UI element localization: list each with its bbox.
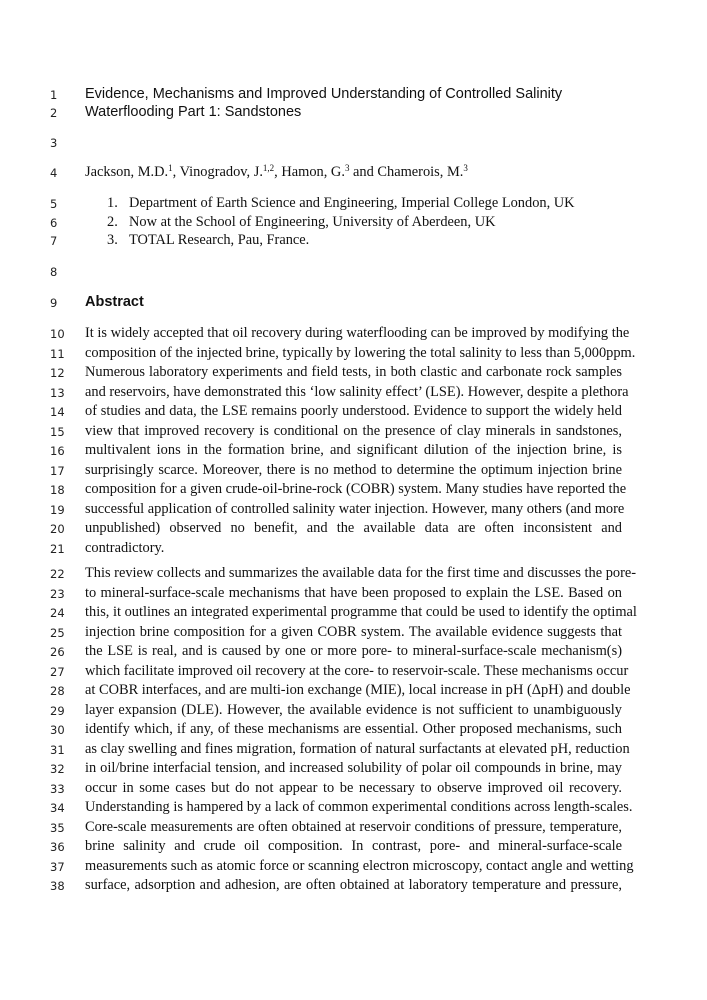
line-14 (0, 403, 707, 423)
line-13 (0, 384, 707, 404)
line-number: 23 (50, 586, 65, 601)
line-number: 36 (50, 840, 65, 854)
line-27 (0, 663, 707, 683)
line-number: 21 (50, 541, 65, 556)
author-affiliation-sup: 3 (463, 163, 468, 173)
line-31 (0, 741, 707, 761)
line-1 (0, 86, 707, 106)
author-name: Jackson, M.D. (85, 164, 169, 180)
line-number: 18 (50, 483, 65, 497)
line-19 (0, 501, 707, 521)
text-line: as clay swelling and fines migration, formation of natural surfactants at elevated pH, reduction (85, 740, 630, 757)
line-number: 9 (50, 296, 58, 310)
text-line: the LSE is real, and is caused by one or more pore- to mineral-surface-scale mechanism(s) (85, 643, 622, 659)
line-number: 24 (50, 606, 65, 620)
line-29 (0, 702, 707, 722)
text-line: composition for a given crude-oil-brine-rock (COBR) system. Many studies have reported the (85, 481, 627, 497)
author-separator: , (172, 164, 180, 180)
line-37 (0, 858, 707, 878)
line-5 (0, 195, 707, 215)
line-36 (0, 838, 707, 858)
text-line: surprisingly scarce. Moreover, there is no method to determine the optimum injection brine (85, 461, 622, 478)
line-17 (0, 462, 707, 482)
author-name: Vinogradov, J. (179, 164, 263, 180)
line-number: 15 (50, 424, 65, 439)
line-number: 26 (50, 645, 65, 659)
line-number: 28 (50, 684, 65, 698)
line-number: 10 (50, 327, 65, 341)
line-38 (0, 877, 707, 897)
line-number: 11 (50, 346, 65, 361)
line-number: 12 (50, 366, 65, 380)
text-line: brine salinity and crude oil composition. In contrast, pore- and mineral-surface-scale (85, 838, 622, 854)
text-line: measurements such as atomic force or scanning electron microscopy, contact angle and wetting (85, 857, 634, 874)
abstract-heading: Abstract (85, 294, 144, 310)
line-number: 29 (50, 703, 65, 718)
text-line: at COBR interfaces, and are multi-ion exchange (MIE), local increase in pH (ΔpH) and double (85, 682, 631, 698)
line-number: 1 (50, 88, 58, 102)
line-number: 27 (50, 664, 65, 679)
text-line: contradictory. (85, 539, 165, 556)
line-30 (0, 721, 707, 741)
line-18 (0, 481, 707, 501)
line-number: 8 (50, 265, 58, 279)
text-line: multivalent ions in the formation brine, and significant dilution of the injection brine, is (85, 442, 622, 458)
affiliation-item (107, 232, 309, 249)
text-line: Core-scale measurements are often obtained at reservoir conditions of pressure, temperature, (85, 818, 622, 835)
line-25 (0, 624, 707, 644)
text-line: occur in some cases but do not appear to be necessary to observe improved oil recovery. (85, 779, 622, 796)
line-number: 20 (50, 522, 65, 536)
line-number: 31 (50, 742, 65, 757)
paper-title-line-2: Waterflooding Part 1: Sandstones (85, 104, 302, 120)
line-number: 30 (50, 723, 65, 737)
line-10 (0, 325, 707, 345)
line-number: 3 (50, 136, 58, 150)
text-line: Understanding is hampered by a lack of common experimental conditions across length-scales. (85, 799, 633, 815)
affiliation-text: Now at the School of Engineering, University of Aberdeen, UK (129, 214, 496, 230)
line-22 (0, 565, 707, 585)
author-list (85, 164, 468, 181)
line-7 (0, 232, 707, 252)
affiliation-item (107, 195, 575, 212)
text-line: successful application of controlled salinity water injection. However, many others (and more (85, 500, 625, 517)
author-name: Chamerois, M. (377, 164, 464, 180)
line-26 (0, 643, 707, 663)
line-15 (0, 423, 707, 443)
line-number: 7 (50, 234, 58, 248)
text-line: view that improved recovery is conditional on the presence of clay minerals in sandstones, (85, 422, 622, 439)
text-line: which facilitate improved oil recovery at the core- to reservoir-scale. These mechanisms occur (85, 662, 629, 679)
affiliation-text: TOTAL Research, Pau, France. (129, 232, 310, 248)
line-number: 6 (50, 216, 58, 230)
line-2 (0, 104, 707, 124)
line-number: 14 (50, 405, 65, 419)
text-line: this, it outlines an integrated experimental programme that could be used to identify the optimal (85, 604, 637, 620)
line-11 (0, 345, 707, 365)
text-line: injection brine composition for a given COBR system. The available evidence suggests that (85, 623, 622, 640)
author-affiliation-sup: 3 (344, 163, 350, 173)
line-33 (0, 780, 707, 800)
text-line: surface, adsorption and adhesion, are often obtained at laboratory temperature and pressure, (85, 877, 622, 893)
line-32 (0, 760, 707, 780)
line-number: 19 (50, 502, 65, 517)
author-separator: , (274, 164, 282, 180)
text-line: Numerous laboratory experiments and field tests, in both clastic and carbonate rock samples (85, 364, 622, 380)
text-line: This review collects and summarizes the available data for the first time and discusses the pore- (85, 565, 637, 581)
text-line: and reservoirs, have demonstrated this ‘low salinity effect’ (LSE). However, despite a plethora (85, 383, 629, 400)
text-line: It is widely accepted that oil recovery during waterflooding can be improved by modifying the (85, 325, 630, 341)
affiliation-number: 3. (107, 232, 118, 248)
line-16 (0, 442, 707, 462)
text-line: of studies and data, the LSE remains poorly understood. Evidence to support the widely held (85, 403, 622, 419)
author-separator: and (349, 164, 378, 180)
line-number: 33 (50, 781, 65, 796)
line-number: 32 (50, 762, 65, 776)
line-number: 16 (50, 444, 65, 458)
author-affiliation-sup: 1,2 (262, 163, 275, 173)
line-number: 17 (50, 463, 65, 478)
line-34 (0, 799, 707, 819)
line-24 (0, 604, 707, 624)
line-number: 22 (50, 567, 65, 581)
text-line: composition of the injected brine, typically by lowering the total salinity to less than 5,000ppm. (85, 344, 636, 361)
line-28 (0, 682, 707, 702)
affiliation-item (107, 214, 495, 231)
line-4 (0, 164, 707, 184)
affiliation-number: 1. (107, 195, 118, 211)
author-affiliation-sup: 1 (168, 163, 173, 173)
line-number: 4 (50, 166, 58, 180)
text-line: layer expansion (DLE). However, the available evidence is not sufficient to unambiguously (85, 701, 622, 718)
line-number: 34 (50, 801, 65, 815)
paper-title-line-1: Evidence, Mechanisms and Improved Understanding of Controlled Salinity (85, 86, 563, 102)
line-35 (0, 819, 707, 839)
line-number: 37 (50, 859, 65, 874)
affiliation-number: 2. (107, 214, 118, 230)
line-9 (0, 294, 707, 314)
affiliation-text: Department of Earth Science and Engineering, Imperial College London, UK (129, 195, 575, 211)
line-number: 2 (50, 106, 58, 120)
text-line: identify which, if any, of these mechanisms are essential. Other proposed mechanisms, such (85, 721, 622, 737)
line-number: 5 (50, 197, 58, 211)
text-line: in oil/brine interfacial tension, and increased solubility of polar oil compounds in brine, may (85, 760, 622, 776)
author-name: Hamon, G. (281, 164, 345, 180)
line-number: 35 (50, 820, 65, 835)
line-number: 38 (50, 879, 65, 893)
line-number: 13 (50, 385, 65, 400)
line-8 (0, 263, 707, 283)
line-3 (0, 134, 707, 154)
text-line: to mineral-surface-scale mechanisms that have been proposed to explain the LSE. Based on (85, 584, 622, 601)
line-12 (0, 364, 707, 384)
line-21 (0, 540, 707, 560)
line-number: 25 (50, 625, 65, 640)
line-6 (0, 214, 707, 234)
line-23 (0, 585, 707, 605)
line-20 (0, 520, 707, 540)
text-line: unpublished) observed no benefit, and the available data are often inconsistent and (85, 520, 622, 536)
